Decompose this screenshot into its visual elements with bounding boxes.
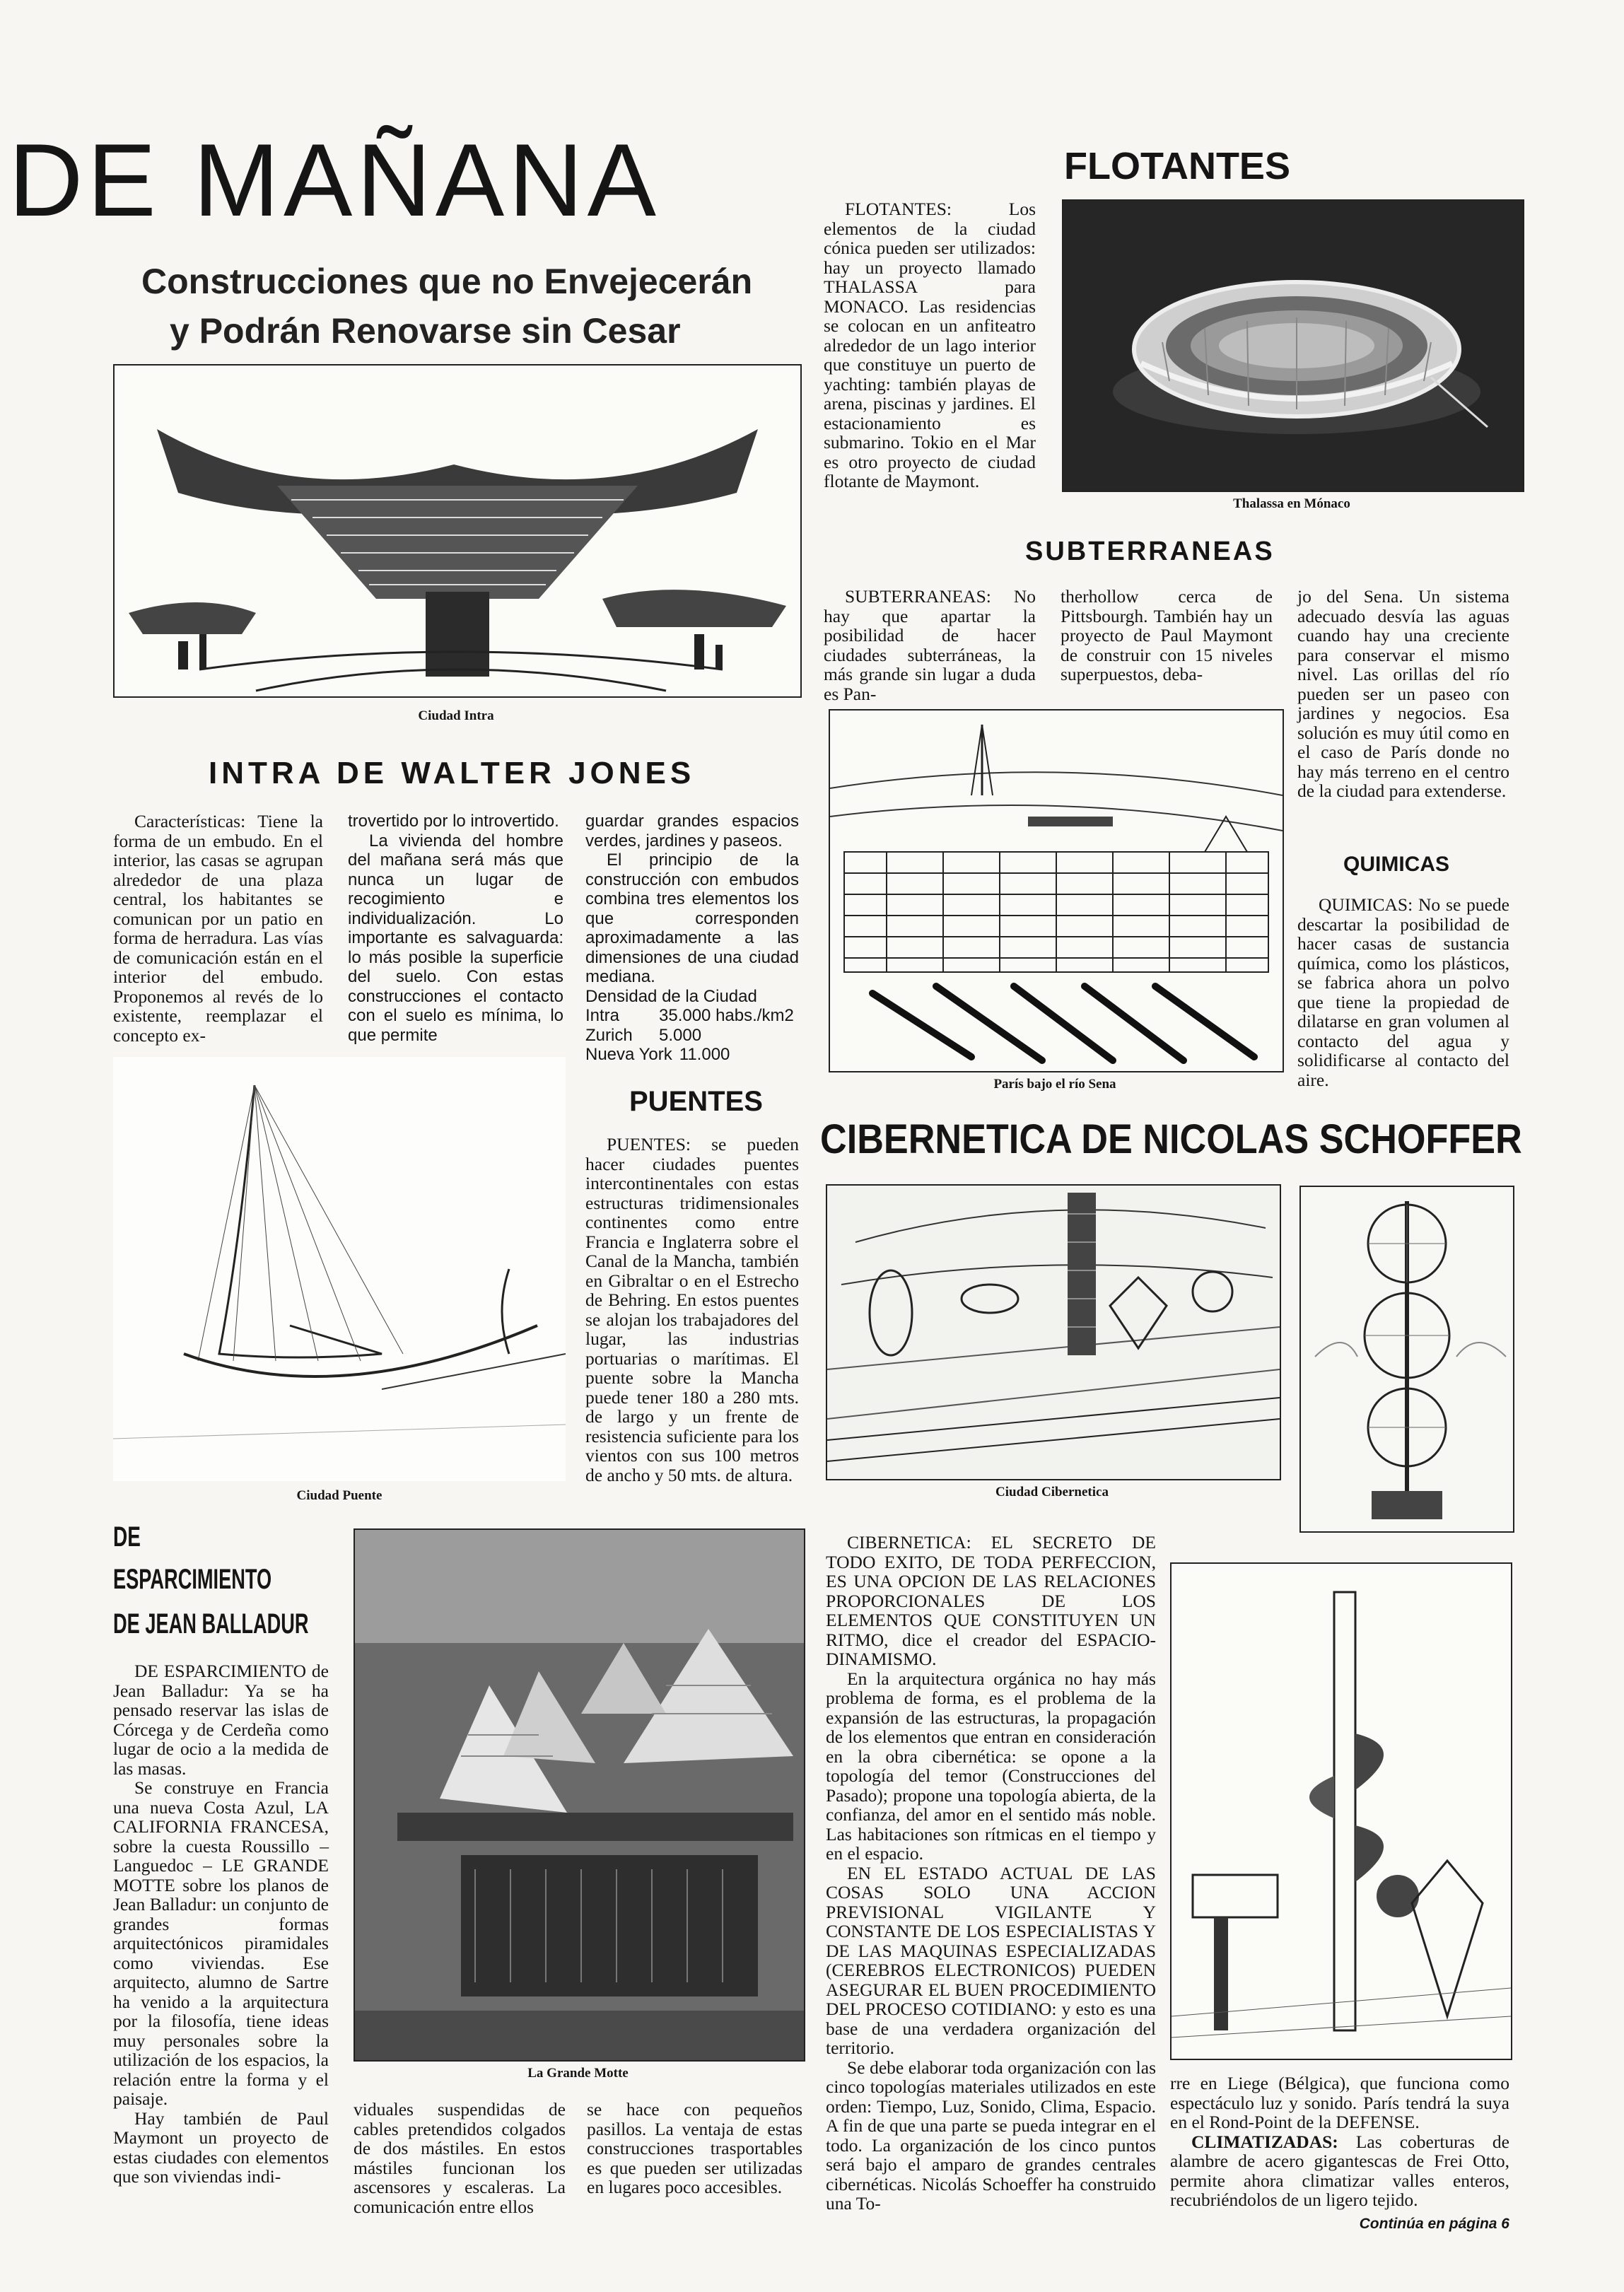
bridges-text (585, 1135, 799, 1485)
cyber-p1: CIBERNETICA: EL SECRETO DE TODO EXITO, DE TODA PERFECCION, ES UNA OPCION DE LAS RELACIONES PROPORCIONALES DE LOS ELEMENTOS QUE CONSTITUYEN UN RITMO, dice el creador del ESPACIO-DINAMISMO. (826, 1532, 1156, 1669)
underground-col3-text: jo del Sena. Un sistema adecuado desvía las aguas cuando hay una creciente para conservar el mismo nivel. Las orillas del río pueden ser un paseo con jardines y negocios. Esa solución es muy útil como en el caso de París donde no hay más terreno en el centro de la ciudad para extenderse. (1297, 586, 1509, 801)
underground-col1 (824, 587, 1036, 703)
page-subtitle-line1: Construcciones que no Envejecerán (141, 262, 753, 301)
leisure-heading-3: DE JEAN BALLADUR (113, 1608, 309, 1639)
density-row (585, 1026, 799, 1046)
cyber-text (826, 1533, 1156, 2214)
intra-city-image (113, 364, 802, 698)
bridges-paragraph: PUENTES: se pueden hacer ciudades puentes intercontinentales con estas estructuras tridimensionales continentes como entre Francia e Inglaterra sobre el Canal de la Mancha, también en Gibraltar o en el Estrecho de Behring. En estos puentes se alojan los trabajadores del lugar, las industrias portuarias o marítimas. El puente sobre la Mancha puede tener 180 a 280 mts. de largo y un frente de resistencia suficiente para los vientos con sus 100 metros de ancho y 50 mts. de altura. (585, 1134, 799, 1485)
grande-motte-image (354, 1528, 805, 2062)
cyber-towers-sketch-image (1170, 1562, 1512, 2060)
continued-note: Continúa en página 6 (1359, 2215, 1509, 2232)
density-value: 5.000 (659, 1025, 702, 1045)
intra-col3 (585, 812, 799, 1065)
density-value: 35.000 habs./km2 (659, 1006, 794, 1025)
density-city: Nueva York (585, 1045, 672, 1064)
leisure-col3 (587, 2100, 802, 2197)
cyber-city-image (826, 1184, 1281, 1480)
leisure-col2-text: viduales suspendidas de cables pretendidos colgados de dos mástiles. En estos mástiles funcionan los ascensores y escaleras. La comunicación entre ellos (354, 2099, 566, 2217)
underground-heading: SUBTERRANEAS (1025, 537, 1275, 566)
intra-col1 (113, 812, 323, 1045)
underground-col2 (1061, 587, 1273, 684)
cyber-p3: EN EL ESTADO ACTUAL DE LAS COSAS SOLO UNA ACCION PREVISIONAL VIGILANTE Y CONSTANTE DE LOS ESPECIALISTAS Y DE LAS MAQUINAS ESPECIALIZADAS (CEREBROS ELECTRONICOS) PUEDEN ASEGURAR EL BUEN PROCEDIMIENTO DEL PROCESO COTIDIANO: y esto es una base de una verdadera organización del territorio. (826, 1862, 1156, 2058)
cyber-heading: CIBERNETICA DE NICOLAS SCHOFFER (820, 1116, 1522, 1162)
chemical-text (1297, 895, 1509, 1089)
leisure-col2 (354, 2100, 566, 2216)
underground-col2-text: therhollow cerca de Pittsbourgh. También hay un proyecto de Paul Maymont de construir con 15 niveles superpuestos, deba- (1061, 586, 1273, 684)
climate-lead: CLIMATIZADAS: (1191, 2131, 1338, 2152)
intra-col2-p2: La vivienda del hombre del mañana será más que nunca un lugar de recogimiento e individualización. Lo importante es salvaguarda: lo más posible la superficie del suelo. Con estas construcciones el contacto con el suelo es mínima, lo que permite (348, 831, 563, 1045)
underground-col3 (1297, 587, 1509, 801)
floating-heading: FLOTANTES (1064, 145, 1290, 187)
intra-col2-p1: trovertido por lo introvertido. (348, 812, 559, 831)
leisure-p2: Se construye en Francia una nueva Costa Azul, LA CALIFORNIA FRANCESA, sobre la cuesta Roussillo – Languedoc – LE GRANDE MOTTE sobre los planos de Jean Balladur: un conjunto de grandes formas arquitectónicos piramidales como viviendas. Ese arquitecto, alumno de Sartre ha venido a la arquitectura por la filosofía, tiene ideas muy personales sobre la utilización de los espacios, la relación entre la forma y el paisaje. (113, 1777, 329, 2109)
grande-motte-caption: La Grande Motte (527, 2066, 629, 2081)
cyber-p5: rre en Liege (Bélgica), que funciona como espectáculo luz y sonido. París tendrá la suya en el Rond-Point de la DEFENSE. (1170, 2073, 1509, 2132)
density-row (585, 1045, 799, 1065)
leisure-col3-text: se hace con pequeños pasillos. La ventaja de estas construcciones trasportables es que pueden ser utilizadas en lugares poco accesibles. (587, 2099, 802, 2197)
leisure-p3: Hay también de Paul Maymont un proyecto de estas ciudades con elementos que son viviendas indi- (113, 2107, 329, 2187)
leisure-heading-2: ESPARCIMIENTO (113, 1564, 272, 1595)
density-title: Densidad de la Ciudad (585, 986, 757, 1006)
page-title: DE MAÑANA (8, 122, 661, 238)
intra-col3-p1: guardar grandes espacios verdes, jardines y paseos. (585, 812, 799, 850)
bridge-city-image (113, 1057, 566, 1481)
chemical-paragraph: QUIMICAS: No se puede descartar la posibilidad de hacer casas de sustancia química, como los plásticos, se fabrica ahora un polvo que tiene la propiedad de dilatarse en gran volumen al contacto del agua y solidificarse al contacto del aire. (1297, 894, 1509, 1090)
page-subtitle-line2: y Podrán Renovarse sin Cesar (170, 311, 681, 351)
intra-heading: INTRA DE WALTER JONES (209, 756, 696, 790)
bridge-city-caption: Ciudad Puente (296, 1488, 382, 1503)
cyber-p4: Se debe elaborar toda organización con las cinco topologías materiales utilizados en este orden: Tiempo, Luz, Sonido, Clima, Espacio. A fin de que una parte se pueda integrar en el todo. La organización de los cinco puntos será bajo el amparo de grandes centrales cibernéticas. Nicolás Schoeffer ha construido una To- (826, 2057, 1156, 2214)
floating-paragraph: FLOTANTES: Los elementos de la ciudad cónica pueden ser utilizados: hay un proyecto llamado THALASSA para MONACO. Las residencias se colocan en un anfiteatro alrededor de un lago interior que constituye un puerto de yachting: también playas de arena, piscinas y jardines. El estacionamiento es submarino. Tokio en el Mar es otro proyecto de ciudad flotante de Maymont. (824, 199, 1036, 491)
underground-col1-text: SUBTERRANEAS: No hay que apartar la posibilidad de hacer ciudades subterráneas, la más grande sin lugar a duda es Pan- (824, 586, 1036, 704)
paris-under-seine-image (829, 709, 1284, 1072)
density-city: Zurich (585, 1025, 633, 1045)
intra-col1-text: Características: Tiene la forma de un embudo. En el interior, las casas se agrupan alrededor de una plaza central, los habitantes se comunican por un patio en forma de herradura. Las vías de comunicación están en el interior del embudo. Proponemos al revés de lo existente, reemplazar el concepto ex- (113, 811, 323, 1046)
paris-under-seine-caption: París bajo el río Sena (993, 1077, 1116, 1092)
intra-col2 (348, 812, 563, 1045)
thalassa-image (1062, 199, 1524, 492)
density-row (585, 1006, 799, 1026)
bridges-heading: PUENTES (629, 1086, 763, 1117)
climate-paragraph (1170, 2132, 1509, 2210)
density-value: 11.000 (679, 1045, 730, 1064)
intra-city-caption: Ciudad Intra (418, 708, 494, 723)
thalassa-caption: Thalassa en Mónaco (1233, 496, 1350, 511)
cyber-tower-image (1299, 1186, 1514, 1533)
cyber-text-end (1170, 2074, 1509, 2233)
climate-text: Las coberturas de alambre de acero gigantescas de Frei Otto, permite ahora climatizar valles enteros, recubriéndolos de un ligero tejido. (1170, 2131, 1509, 2210)
chemical-heading: QUIMICAS (1343, 853, 1449, 876)
cyber-p2: En la arquitectura orgánica no hay más problema de forma, es el problema de la expansión de las estructuras, la propagación de los elementos que entran en consideración en la obra cibernética: se opone a la topología del temor (Construcciones del Pasado); propone una topología abierta, de la confianza, del amor en el sentido más noble. Las habitaciones son rítmicas en el tiempo y en el espacio. (826, 1668, 1156, 1864)
cyber-city-caption: Ciudad Cibernetica (995, 1485, 1109, 1499)
leisure-heading-1: DE (113, 1521, 141, 1553)
leisure-p1: DE ESPARCIMIENTO de Jean Balladur: Ya se ha pensado reservar las islas de Córcega y de Cerdeña como lugar de ocio a la medida de las masas. (113, 1661, 329, 1779)
leisure-col1 (113, 1661, 329, 2187)
intra-col3-p2: El principio de la construcción con embudos combina tres elementos los que corresponden aproximadamente a las dimensiones de una ciudad mediana. (585, 850, 799, 986)
floating-text (824, 199, 1036, 491)
density-city: Intra (585, 1006, 620, 1025)
